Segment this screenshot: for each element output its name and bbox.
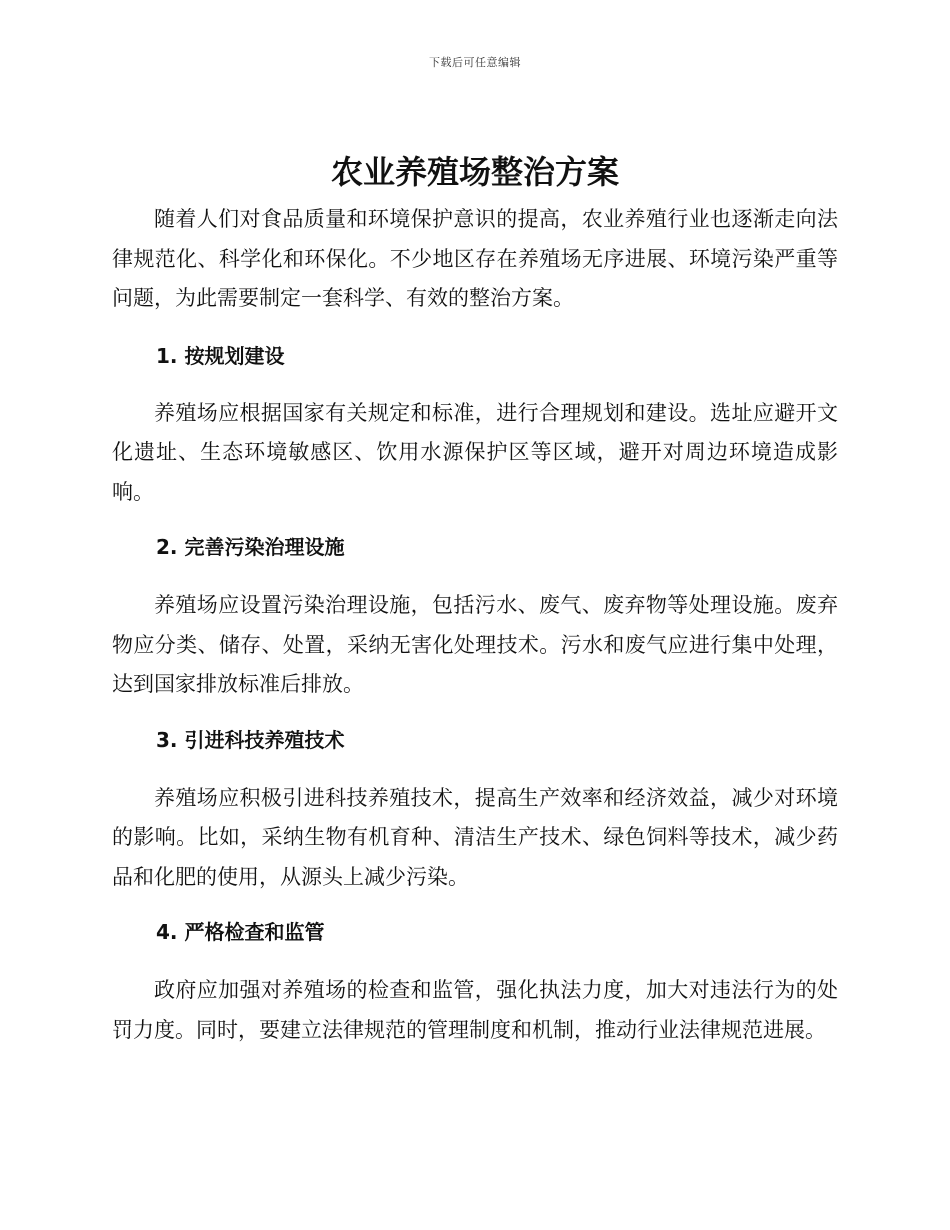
section-heading-2: 2. 完善污染治理设施: [156, 535, 345, 559]
document-body: [112, 200, 838, 1050]
section-body-4: 政府应加强对养殖场的检查和监管，强化执法力度，加大对违法行为的处罚力度。同时，要建立法律规范的管理制度和机制，推动行业法律规范进展。: [112, 978, 838, 1042]
header-note: 下载后可任意编辑: [429, 56, 521, 69]
document-title: 农业养殖场整治方案: [330, 153, 619, 191]
intro-paragraph: 随着人们对食品质量和环境保护意识的提高，农业养殖行业也逐渐走向法律规范化、科学化和环保化。不少地区存在养殖场无序进展、环境污染严重等问题，为此需要制定一套科学、有效的整治方案。: [112, 207, 838, 310]
section-body-3: 养殖场应积极引进科技养殖技术，提高生产效率和经济效益，减少对环境的影响。比如，采纳生物有机育种、清洁生产技术、绿色饲料等技术，减少药品和化肥的使用，从源头上减少污染。: [112, 785, 838, 889]
section-body-1: 养殖场应根据国家有关规定和标准，进行合理规划和建设。选址应避开文化遗址、生态环境敏感区、饮用水源保护区等区域，避开对周边环境造成影响。: [112, 400, 838, 504]
section-body-2: 养殖场应设置污染治理设施，包括污水、废气、废弃物等处理设施。废弃物应分类、储存、处置，采纳无害化处理技术。污水和废气应进行集中处理，达到国家排放标准后排放。: [112, 593, 838, 696]
section-heading-4: 4. 严格检查和监管: [156, 920, 325, 944]
section-heading-1: 1. 按规划建设: [156, 343, 285, 368]
section-heading-3: 3. 引进科技养殖技术: [156, 727, 345, 752]
